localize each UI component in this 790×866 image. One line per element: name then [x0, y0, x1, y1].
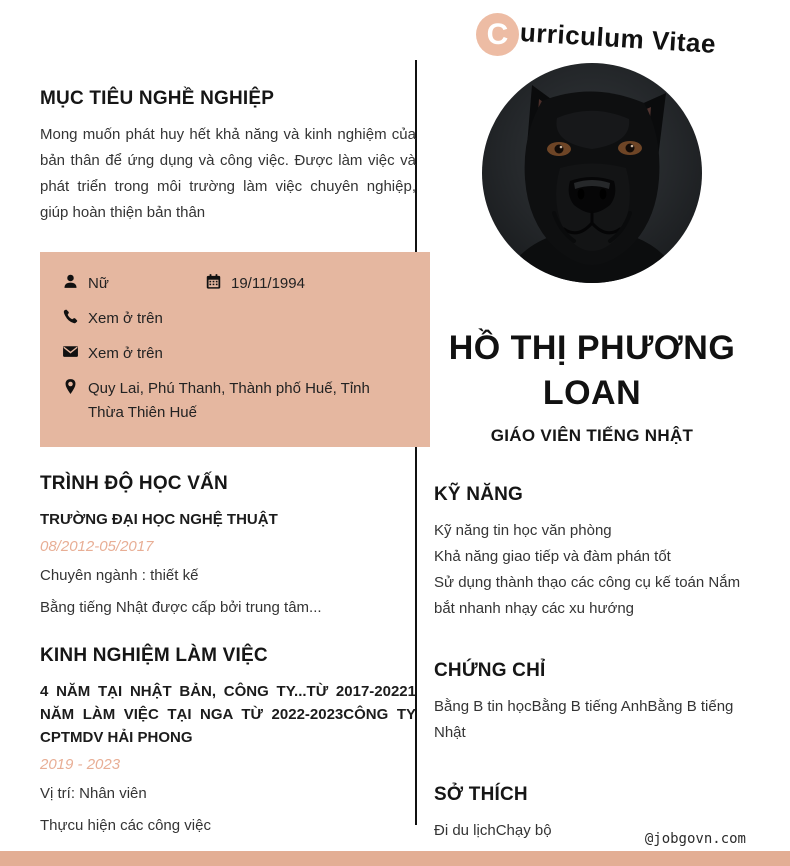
profile-photo [482, 63, 702, 283]
experience-heading: KINH NGHIỆM LÀM VIỆC [40, 645, 268, 666]
education-line: Chuyên ngành : thiết kế [40, 567, 199, 584]
experience-line: Vị trí: Nhân viên [40, 785, 147, 802]
footer-accent-bar [0, 851, 790, 866]
info-row-address [62, 377, 430, 425]
skill-item: Kỹ năng tin học văn phòng [434, 522, 612, 539]
skills-heading: KỸ NĂNG [434, 484, 524, 505]
skill-item: Khả năng giao tiếp và đàm phán tốt [434, 548, 671, 565]
hobbies-heading: SỞ THÍCH [434, 784, 528, 805]
phone-icon [62, 308, 79, 325]
experience-line: Thựcu hiện các công việc [40, 817, 211, 834]
education-heading: TRÌNH ĐỘ HỌC VẤN [40, 473, 228, 494]
cv-logo-text: urriculum Vitae [519, 17, 717, 59]
education-line: Bằng tiếng Nhật được cấp bởi trung tâm... [40, 599, 322, 616]
dog-portrait-image [482, 63, 702, 283]
experience-period: 2019 - 2023 [40, 756, 121, 773]
certificates-heading: CHỨNG CHỈ [434, 660, 546, 681]
hobbies-text: Đi du lịchChạy bộ [434, 822, 552, 839]
personal-info-box [40, 252, 430, 447]
address-value: Quy Lai, Phú Thanh, Thành phố Huế, Tỉnh Thừa Thiên Huế [88, 380, 370, 421]
info-row-phone [62, 307, 430, 331]
education-period: 08/2012-05/2017 [40, 538, 154, 555]
info-gender [62, 272, 205, 296]
cv-logo-initial-icon: C [476, 13, 519, 56]
calendar-icon [205, 273, 222, 290]
objective-text: Mong muốn phát huy hết khả năng và kinh nghiệm của bản thân để ứng dụng và công việc. Được làm việc và phát triển trong môi trường làm việc chuyên nghiệp, giúp hoàn thiện bản thân [40, 126, 416, 221]
phone-value: Xem ở trên [88, 310, 163, 327]
email-value: Xem ở trên [88, 345, 163, 362]
info-row-email [62, 342, 430, 366]
cv-logo [476, 13, 717, 59]
hobbies-section [434, 784, 750, 844]
right-column [434, 326, 750, 844]
objective-heading: MỤC TIÊU NGHỀ NGHIỆP [40, 88, 275, 109]
gender-value: Nữ [88, 275, 109, 292]
certificates-text: Bằng B tin họcBằng B tiếng AnhBằng B tiếng Nhật [434, 698, 734, 741]
envelope-icon [62, 343, 79, 360]
person-icon [62, 273, 79, 290]
experience-company: 4 NĂM TẠI NHẬT BẢN, CÔNG TY...TỪ 2017-20221 NĂM LÀM VIỆC TẠI NGA TỪ 2022-2023CÔNG TY CPTMDV HẢI PHONG [40, 683, 416, 746]
left-column [40, 88, 416, 837]
certificates-section [434, 660, 750, 746]
info-row-gender-birthday [62, 272, 430, 296]
skill-item: Sử dụng thành thạo các công cụ kế toán Nắm bắt nhanh nhạy các xu hướng [434, 574, 741, 617]
education-school: TRƯỜNG ĐẠI HỌC NGHỆ THUẬT [40, 511, 278, 528]
info-birthday [205, 272, 305, 296]
birthday-value: 19/11/1994 [231, 275, 305, 292]
location-pin-icon [62, 378, 79, 395]
watermark-text: @jobgovn.com [644, 831, 746, 847]
person-job-title: GIÁO VIÊN TIẾNG NHẬT [490, 426, 694, 445]
person-name: HỒ THỊ PHƯƠNG LOAN [448, 329, 736, 412]
skills-section [434, 484, 750, 622]
